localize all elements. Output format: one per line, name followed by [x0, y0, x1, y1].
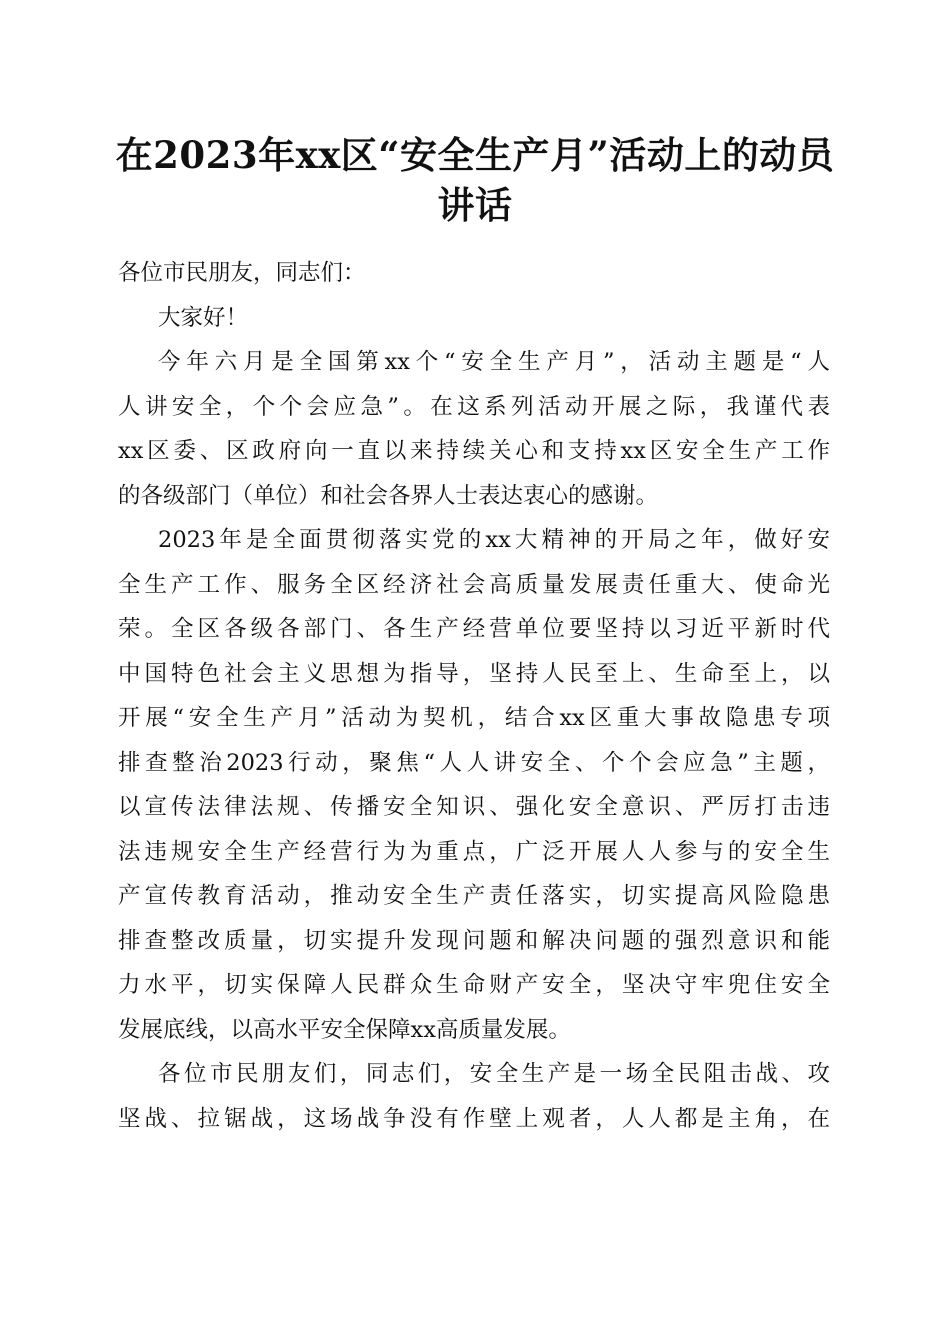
paragraph-line: 中国特色社会主义思想为指导，坚持人民至上、生命至上，以 [118, 660, 830, 687]
paragraph-line: 各位市民朋友们，同志们，安全生产是一场全民阻击战、攻 [158, 1061, 830, 1087]
salutation: 各位市民朋友，同志们： [118, 260, 366, 286]
title-line-1: 在2023年xx区“安全生产月”活动上的动员 [115, 133, 835, 177]
paragraph-line: 今年六月是全国第xx个“安全生产月”，活动主题是“人 [158, 349, 830, 375]
paragraph-line: 排查整改质量，切实提升发现问题和解决问题的强烈意识和能 [118, 927, 830, 954]
paragraph-line: xx区委、区政府向一直以来持续关心和支持xx区安全生产工作 [118, 438, 830, 464]
paragraph-line: 法违规安全生产经营行为为重点，广泛开展人人参与的安全生 [118, 838, 830, 865]
title-line-2: 讲话 [437, 183, 513, 227]
paragraph-line: 发展底线，以高水平安全保障xx高质量发展。 [118, 1016, 571, 1043]
paragraph-line: 坚战、拉锯战，这场战争没有作壁上观者，人人都是主角，在 [118, 1105, 830, 1132]
paragraph-line: 开展“安全生产月”活动为契机，结合xx区重大事故隐患专项 [118, 705, 830, 731]
document-body [118, 251, 830, 1141]
paragraph-line: 2023年是全面贯彻落实党的xx大精神的开局之年，做好安 [158, 527, 830, 553]
greeting: 大家好！ [158, 304, 249, 331]
paragraph-line: 人讲安全，个个会应急”。在这系列活动开展之际，我谨代表 [118, 393, 830, 420]
paragraph-line: 产宣传教育活动，推动安全生产责任落实，切实提高风险隐患 [118, 883, 830, 909]
paragraph-2 [118, 518, 830, 1052]
paragraph-line: 排查整治2023行动，聚焦“人人讲安全、个个会应急”主题， [118, 749, 830, 776]
paragraph-line: 全生产工作、服务全区经济社会高质量发展责任重大、使命光 [118, 571, 830, 598]
paragraph-3 [118, 1052, 830, 1141]
paragraph-line: 力水平，切实保障人民群众生命财产安全，坚决守牢兜住安全 [118, 972, 830, 998]
paragraph-line: 荣。全区各级各部门、各生产经营单位要坚持以习近平新时代 [118, 616, 830, 642]
paragraph-line: 的各级部门（单位）和社会各界人士表达衷心的感谢。 [118, 482, 659, 509]
document-title [100, 130, 850, 230]
paragraph-line: 以宣传法律法规、传播安全知识、强化安全意识、严厉打击违 [118, 794, 830, 820]
paragraph-1 [118, 340, 830, 518]
